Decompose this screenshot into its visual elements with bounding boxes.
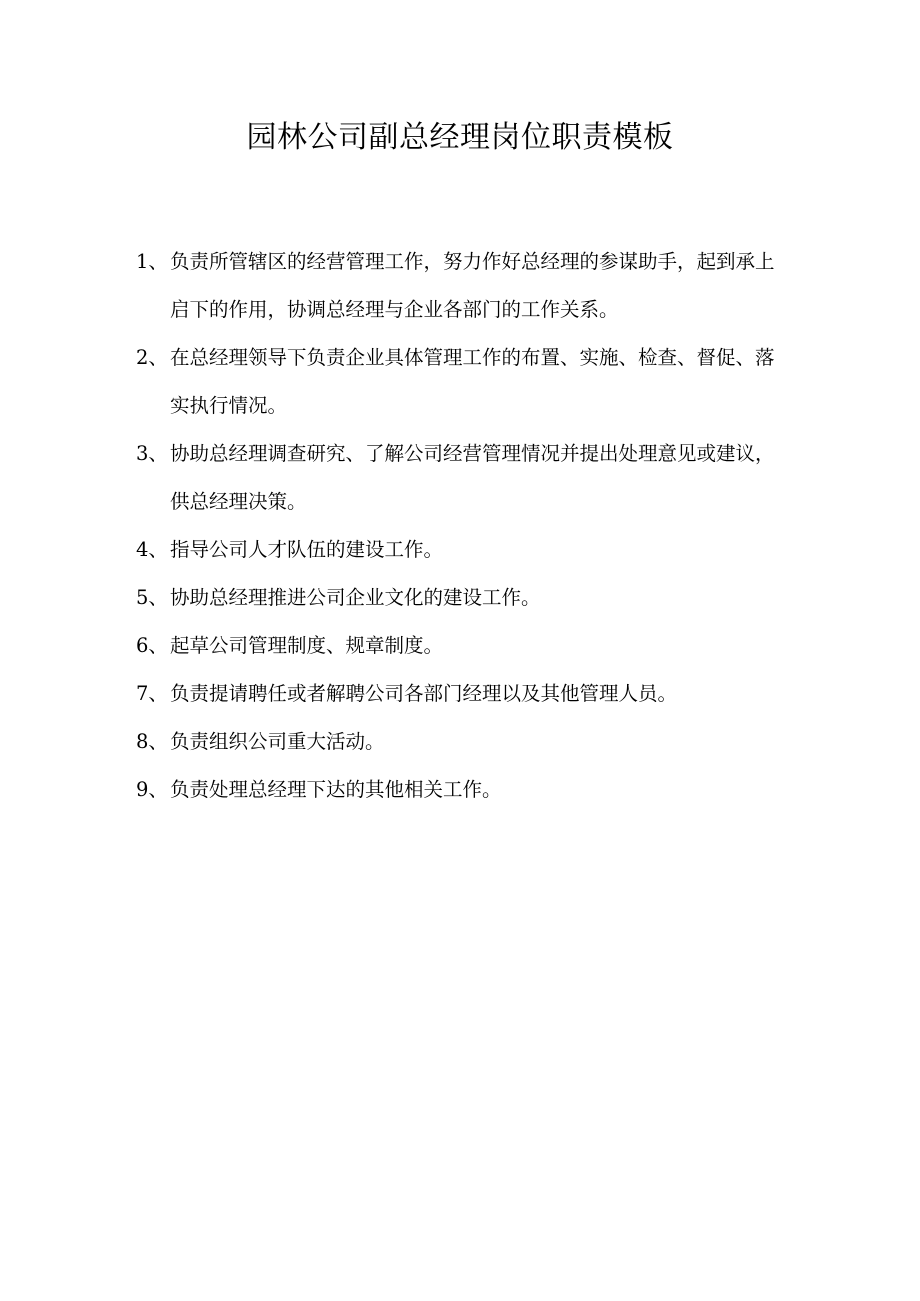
duty-item-3 (136, 430, 784, 526)
document-title: 园林公司副总经理岗位职责模板 (246, 120, 674, 155)
duty-number: 8、 (136, 730, 168, 753)
duty-number: 4、 (136, 538, 168, 561)
duty-number: 1、 (136, 250, 168, 273)
duty-item-2 (136, 334, 784, 430)
duty-text: 负责所管辖区的经营管理工作，努力作好总经理的参谋助手，起到承上启下的作用，协调总经理与企业各部门的工作关系。 (170, 250, 775, 321)
duty-number: 2、 (136, 346, 168, 369)
duty-item-4 (136, 526, 784, 574)
duty-text: 起草公司管理制度、规章制度。 (170, 634, 444, 657)
duty-item-9 (136, 766, 784, 814)
duty-item-7 (136, 670, 784, 718)
duty-number: 7、 (136, 682, 168, 705)
duty-item-6 (136, 622, 784, 670)
duty-text: 负责组织公司重大活动。 (170, 730, 385, 753)
duty-item-5 (136, 574, 784, 622)
duty-item-1 (136, 238, 784, 334)
duty-text: 协助总经理推进公司企业文化的建设工作。 (170, 586, 541, 609)
duty-number: 6、 (136, 634, 168, 657)
duty-item-8 (136, 718, 784, 766)
duty-text: 在总经理领导下负责企业具体管理工作的布置、实施、检查、督促、落实执行情况。 (170, 346, 775, 417)
duty-text: 协助总经理调查研究、了解公司经营管理情况并提出处理意见或建议，供总经理决策。 (170, 442, 775, 513)
duty-number: 9、 (136, 778, 168, 801)
duty-list (136, 238, 784, 814)
duty-text: 负责提请聘任或者解聘公司各部门经理以及其他管理人员。 (170, 682, 678, 705)
duty-number: 5、 (136, 586, 168, 609)
duty-text: 指导公司人才队伍的建设工作。 (170, 538, 444, 561)
duty-text: 负责处理总经理下达的其他相关工作。 (170, 778, 502, 801)
duty-number: 3、 (136, 442, 168, 465)
